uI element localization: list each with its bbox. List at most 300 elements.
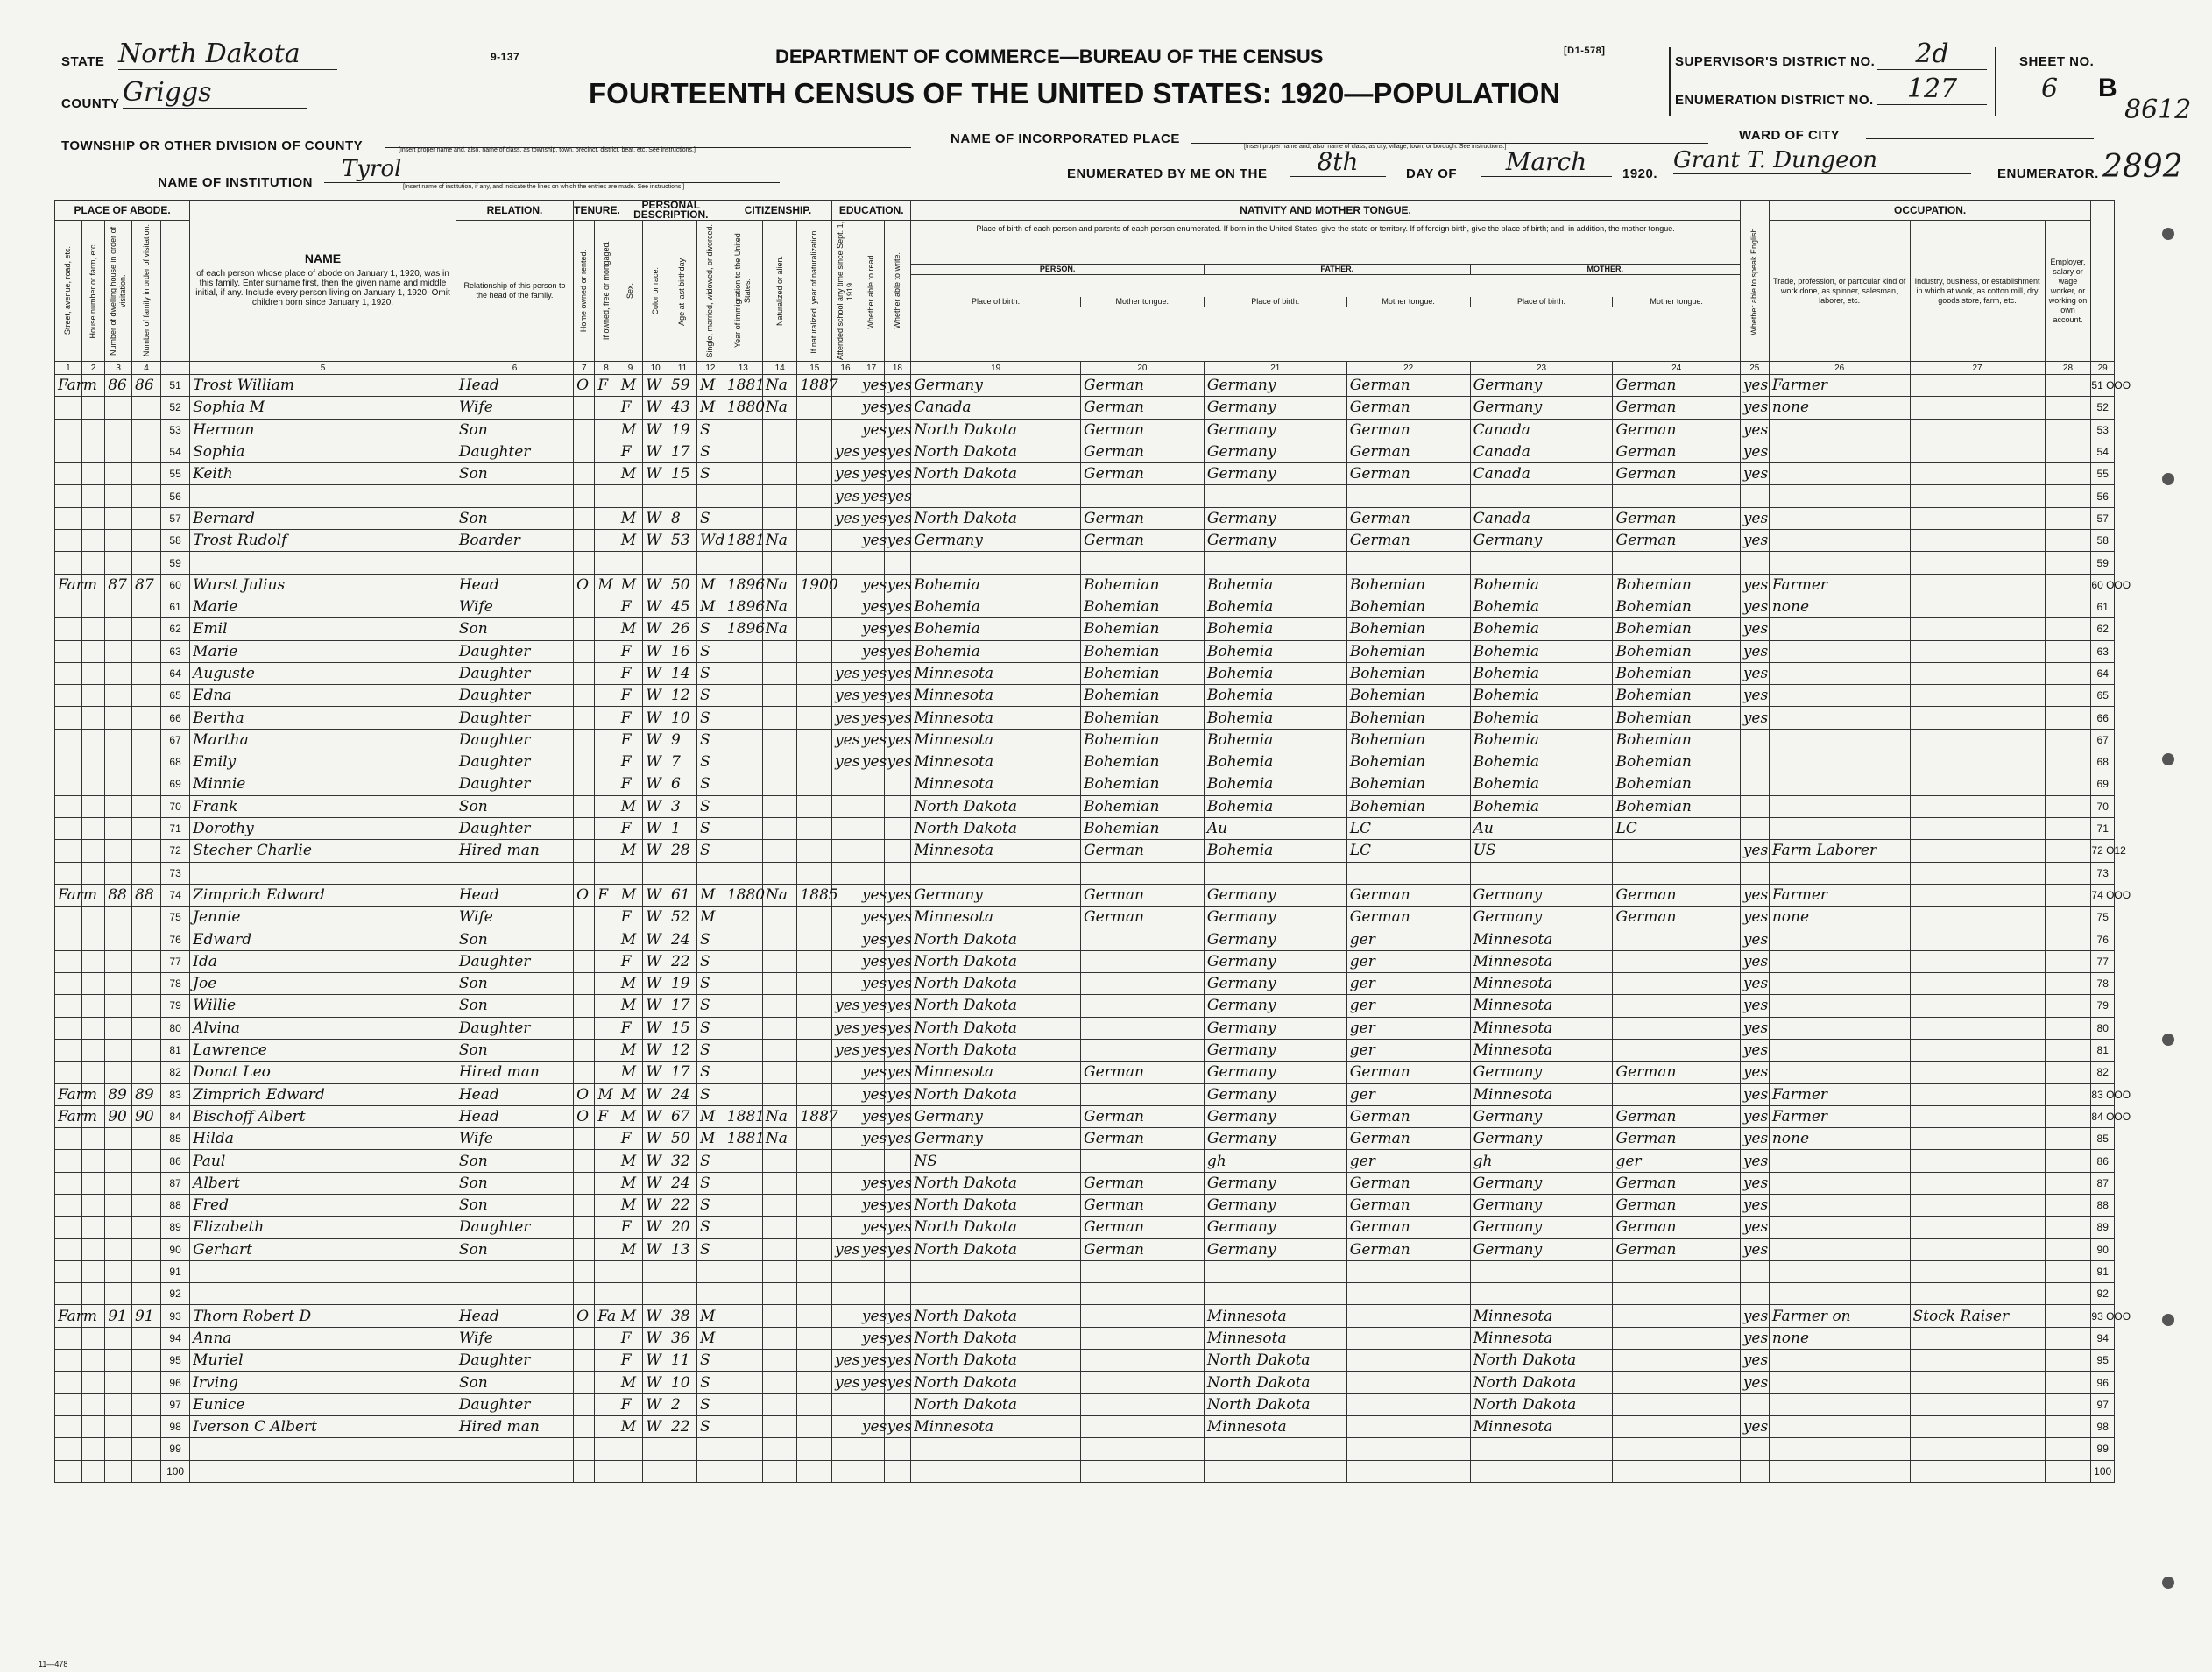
father-birthplace-cell: Minnesota: [1204, 1327, 1346, 1349]
trade-cell: [1769, 685, 1910, 707]
mother-birthplace-cell: Germany: [1470, 1217, 1613, 1238]
street-cell: [55, 485, 82, 507]
father-tongue-cell: German: [1346, 419, 1470, 441]
father-tongue-cell: ger: [1346, 973, 1470, 995]
father-tongue-cell: German: [1346, 375, 1470, 397]
house-cell: [81, 618, 104, 640]
name-cell: [190, 862, 456, 884]
naturalized-cell: [762, 1438, 797, 1460]
father-tongue-cell: [1346, 1327, 1470, 1349]
line-number: 85: [161, 1128, 190, 1150]
write-cell: yes: [884, 884, 911, 906]
marital-cell: S: [696, 1150, 724, 1172]
line-number: 54: [161, 441, 190, 462]
age-cell: 53: [668, 530, 696, 552]
farm-code-cell: 93 OOO: [2091, 1305, 2115, 1327]
immigration-cell: [724, 463, 762, 485]
street-cell: [55, 397, 82, 419]
sex-cell: M: [618, 973, 643, 995]
industry-cell: [1910, 1017, 2045, 1039]
mother-birthplace-cell: Minnesota: [1470, 1017, 1613, 1039]
age-cell: 19: [668, 419, 696, 441]
write-cell: yes: [884, 751, 911, 773]
mother-tongue-parent-cell: Bohemian: [1613, 574, 1740, 596]
english-cell: yes: [1740, 1217, 1769, 1238]
family-cell: [132, 1238, 161, 1260]
birthplace-cell: Minnesota: [911, 729, 1081, 751]
father-tongue-cell: Bohemian: [1346, 707, 1470, 729]
street-cell: Farm: [55, 1305, 82, 1327]
industry-cell: [1910, 817, 2045, 839]
color-cell: W: [643, 1150, 668, 1172]
english-cell: [1740, 1283, 1769, 1305]
mother-birthplace-cell: Bohemia: [1470, 640, 1613, 662]
mortgage-cell: [595, 795, 618, 817]
naturalized-cell: [762, 773, 797, 795]
name-group-label: NAME: [304, 251, 342, 265]
name-cell: Bernard: [190, 507, 456, 529]
house-cell: [81, 928, 104, 950]
relation-cell: Head: [456, 1083, 573, 1105]
dwelling-cell: [105, 1062, 132, 1083]
english-cell: yes: [1740, 1150, 1769, 1172]
mother-tongue-parent-cell: German: [1613, 397, 1740, 419]
employer-cell: [2045, 596, 2091, 617]
dwelling-cell: [105, 795, 132, 817]
employer-cell: [2045, 419, 2091, 441]
marital-cell: S: [696, 707, 724, 729]
sex-cell: M: [618, 574, 643, 596]
read-cell: [859, 1150, 884, 1172]
table-row: [55, 1372, 2115, 1393]
naturalized-cell: [762, 441, 797, 462]
read-cell: yes: [859, 995, 884, 1017]
home-cell: [574, 507, 595, 529]
marital-cell: S: [696, 1062, 724, 1083]
home-cell: [574, 707, 595, 729]
naturalization-year-cell: [797, 1260, 832, 1282]
english-cell: yes: [1740, 530, 1769, 552]
family-cell: [132, 707, 161, 729]
birthplace-cell: Germany: [911, 530, 1081, 552]
mortgage-cell: [595, 1062, 618, 1083]
mortgage-cell: [595, 485, 618, 507]
color-cell: [643, 1438, 668, 1460]
employer-cell: [2045, 662, 2091, 684]
farm-code-cell: 71: [2091, 817, 2115, 839]
mother-birthplace-cell: Minnesota: [1470, 1305, 1613, 1327]
sex-cell: M: [618, 884, 643, 906]
age-cell: 17: [668, 995, 696, 1017]
english-cell: yes: [1740, 1327, 1769, 1349]
immigration-cell: 1881: [724, 530, 762, 552]
father-tongue-cell: German: [1346, 1217, 1470, 1238]
relation-cell: Daughter: [456, 1350, 573, 1372]
mother-birthplace-cell: Germany: [1470, 1105, 1613, 1127]
mother-birthplace-cell: Germany: [1470, 1172, 1613, 1194]
name-cell: Iverson C Albert: [190, 1415, 456, 1437]
birthplace-cell: North Dakota: [911, 1238, 1081, 1260]
naturalized-cell: [762, 1039, 797, 1061]
english-cell: [1740, 1260, 1769, 1282]
father-tongue-cell: Bohemian: [1346, 685, 1470, 707]
dwelling-cell: [105, 1415, 132, 1437]
birthplace-cell: [911, 1460, 1081, 1482]
read-cell: yes: [859, 907, 884, 928]
industry-cell: [1910, 662, 2045, 684]
write-cell: [884, 1283, 911, 1305]
marital-cell: S: [696, 685, 724, 707]
table-row: [55, 397, 2115, 419]
relation-cell: Wife: [456, 907, 573, 928]
home-cell: O: [574, 1105, 595, 1127]
birthplace-cell: North Dakota: [911, 419, 1081, 441]
color-cell: W: [643, 574, 668, 596]
mother-birthplace-cell: Bohemia: [1470, 751, 1613, 773]
relation-cell: Head: [456, 574, 573, 596]
write-cell: yes: [884, 707, 911, 729]
employer-cell: [2045, 552, 2091, 574]
naturalized-cell: Na: [762, 884, 797, 906]
immigration-cell: [724, 973, 762, 995]
sex-cell: F: [618, 773, 643, 795]
color-cell: W: [643, 1062, 668, 1083]
write-cell: yes: [884, 640, 911, 662]
birthplace-cell: North Dakota: [911, 1305, 1081, 1327]
father-birthplace-cell: Germany: [1204, 507, 1346, 529]
marital-cell: [696, 1260, 724, 1282]
mother-birthplace-cell: US: [1470, 840, 1613, 862]
farm-code-cell: 87: [2091, 1172, 2115, 1194]
mother-tongue-cell: [1081, 485, 1205, 507]
marital-cell: [696, 862, 724, 884]
age-cell: 6: [668, 773, 696, 795]
farm-code-cell: 88: [2091, 1194, 2115, 1216]
age-cell: 7: [668, 751, 696, 773]
state-label: STATE: [61, 54, 105, 69]
supervisor-label: SUPERVISOR'S DISTRICT NO.: [1675, 54, 1876, 69]
english-cell: [1740, 1438, 1769, 1460]
mother-tongue-parent-cell: German: [1613, 530, 1740, 552]
farm-code-cell: 99: [2091, 1438, 2115, 1460]
naturalized-cell: [762, 1372, 797, 1393]
family-cell: [132, 1194, 161, 1216]
dwelling-cell: [105, 773, 132, 795]
age-cell: 61: [668, 884, 696, 906]
father-birthplace-cell: Bohemia: [1204, 751, 1346, 773]
name-cell: Joe: [190, 973, 456, 995]
mother-birthplace-cell: North Dakota: [1470, 1350, 1613, 1372]
mortgage-cell: M: [595, 1083, 618, 1105]
trade-cell: [1769, 751, 1910, 773]
mother-tongue-cell: German: [1081, 1238, 1205, 1260]
name-cell: Stecher Charlie: [190, 840, 456, 862]
immigration-cell: [724, 1260, 762, 1282]
naturalization-year-cell: [797, 773, 832, 795]
trade-cell: [1769, 1350, 1910, 1372]
relation-cell: Son: [456, 928, 573, 950]
birthplace-cell: Germany: [911, 884, 1081, 906]
school-cell: yes: [832, 1372, 859, 1393]
dwelling-cell: [105, 1194, 132, 1216]
sex-cell: F: [618, 640, 643, 662]
dwelling-cell: [105, 618, 132, 640]
birthplace-cell: North Dakota: [911, 950, 1081, 972]
father-tongue-cell: Bohemian: [1346, 574, 1470, 596]
home-cell: [574, 1017, 595, 1039]
home-cell: [574, 1283, 595, 1305]
table-row: [55, 840, 2115, 862]
street-cell: [55, 950, 82, 972]
house-cell: [81, 795, 104, 817]
naturalization-year-cell: [797, 795, 832, 817]
line-number: 51: [161, 375, 190, 397]
immigration-cell: [724, 662, 762, 684]
mortgage-cell: [595, 907, 618, 928]
english-cell: yes: [1740, 1194, 1769, 1216]
read-cell: yes: [859, 596, 884, 617]
col-farm-schedule: [2091, 201, 2115, 362]
relation-cell: Son: [456, 1150, 573, 1172]
mother-tongue-parent-cell: LC: [1613, 817, 1740, 839]
mother-tongue-parent-cell: German: [1613, 884, 1740, 906]
relation-cell: Hired man: [456, 1062, 573, 1083]
column-number: 6: [456, 362, 573, 375]
trade-cell: none: [1769, 596, 1910, 617]
table-row: [55, 419, 2115, 441]
binding-hole: [2162, 228, 2174, 240]
sex-cell: M: [618, 1083, 643, 1105]
write-cell: yes: [884, 1083, 911, 1105]
employer-cell: [2045, 1460, 2091, 1482]
home-cell: [574, 795, 595, 817]
trade-cell: [1769, 1238, 1910, 1260]
mother-tongue-parent-cell: ger: [1613, 1150, 1740, 1172]
write-cell: [884, 1460, 911, 1482]
industry-cell: [1910, 1062, 2045, 1083]
name-cell: Muriel: [190, 1350, 456, 1372]
father-birthplace-cell: Germany: [1204, 995, 1346, 1017]
house-cell: [81, 397, 104, 419]
naturalization-year-cell: [797, 640, 832, 662]
mother-tongue-cell: Bohemian: [1081, 685, 1205, 707]
naturalization-year-cell: [797, 729, 832, 751]
mother-tongue-cell: [1081, 1460, 1205, 1482]
name-cell: Irving: [190, 1372, 456, 1393]
naturalization-year-cell: [797, 1283, 832, 1305]
institution-label: NAME OF INSTITUTION: [158, 175, 313, 190]
age-cell: 24: [668, 1083, 696, 1105]
age-cell: 15: [668, 1017, 696, 1039]
trade-cell: Farmer: [1769, 375, 1910, 397]
incorporated-note: [Insert proper name and, also, name of class, as city, village, town, or borough. See instructions.]: [1244, 144, 1507, 150]
margin-number-2: 2892: [2102, 149, 2183, 185]
father-tongue-cell: Bohemian: [1346, 773, 1470, 795]
name-cell: Martha: [190, 729, 456, 751]
mortgage-cell: [595, 1150, 618, 1172]
naturalized-cell: [762, 995, 797, 1017]
father-tongue-cell: [1346, 1305, 1470, 1327]
immigration-cell: [724, 995, 762, 1017]
employer-cell: [2045, 1415, 2091, 1437]
naturalization-year-cell: [797, 817, 832, 839]
sex-cell: M: [618, 1305, 643, 1327]
marital-cell: S: [696, 1350, 724, 1372]
father-birthplace-cell: Bohemia: [1204, 618, 1346, 640]
marital-cell: S: [696, 751, 724, 773]
naturalization-year-cell: [797, 1017, 832, 1039]
mother-birthplace-cell: Germany: [1470, 884, 1613, 906]
farm-code-cell: 81: [2091, 1039, 2115, 1061]
mother-tongue-cell: [1081, 995, 1205, 1017]
street-cell: [55, 1217, 82, 1238]
mother-tongue-parent-cell: German: [1613, 1128, 1740, 1150]
color-cell: [643, 1283, 668, 1305]
relation-cell: Son: [456, 463, 573, 485]
industry-cell: [1910, 1460, 2045, 1482]
sex-cell: F: [618, 1350, 643, 1372]
township-label: TOWNSHIP OR OTHER DIVISION OF COUNTY: [61, 138, 364, 153]
trade-cell: [1769, 995, 1910, 1017]
read-cell: yes: [859, 1017, 884, 1039]
immigration-cell: [724, 485, 762, 507]
employer-cell: [2045, 1217, 2091, 1238]
father-tongue-cell: ger: [1346, 1083, 1470, 1105]
table-row: [55, 1194, 2115, 1216]
english-cell: [1740, 751, 1769, 773]
relation-cell: Daughter: [456, 1393, 573, 1415]
home-cell: [574, 907, 595, 928]
birthplace-cell: Minnesota: [911, 662, 1081, 684]
father-tongue-cell: [1346, 552, 1470, 574]
immigration-cell: 1881: [724, 375, 762, 397]
trade-cell: none: [1769, 397, 1910, 419]
father-birthplace-cell: [1204, 485, 1346, 507]
house-cell: [81, 907, 104, 928]
mother-tongue-cell: Bohemian: [1081, 773, 1205, 795]
house-cell: [81, 1062, 104, 1083]
birthplace-cell: [911, 1438, 1081, 1460]
trade-cell: [1769, 1217, 1910, 1238]
mother-birthplace-cell: Canada: [1470, 463, 1613, 485]
line-number: 81: [161, 1039, 190, 1061]
home-cell: [574, 928, 595, 950]
read-cell: yes: [859, 1327, 884, 1349]
column-number: 15: [797, 362, 832, 375]
house-cell: [81, 1128, 104, 1150]
father-tongue-cell: Bohemian: [1346, 729, 1470, 751]
read-cell: [859, 1393, 884, 1415]
sex-cell: M: [618, 1415, 643, 1437]
house-cell: [81, 685, 104, 707]
column-number: 16: [832, 362, 859, 375]
school-cell: [832, 1172, 859, 1194]
birthplace-cell: North Dakota: [911, 1194, 1081, 1216]
write-cell: yes: [884, 397, 911, 419]
table-row: [55, 1062, 2115, 1083]
color-cell: W: [643, 685, 668, 707]
naturalization-year-cell: [797, 618, 832, 640]
group-occupation: OCCUPATION.: [1769, 201, 2091, 221]
house-cell: [81, 1350, 104, 1372]
father-birthplace-cell: Germany: [1204, 907, 1346, 928]
mother-pob-label: Place of birth.: [1471, 297, 1614, 307]
birthplace-cell: North Dakota: [911, 463, 1081, 485]
immigration-cell: [724, 1194, 762, 1216]
sex-cell: F: [618, 1128, 643, 1150]
street-cell: [55, 707, 82, 729]
english-cell: yes: [1740, 950, 1769, 972]
census-table: [54, 199, 2131, 1483]
sex-cell: F: [618, 1017, 643, 1039]
trade-cell: [1769, 862, 1910, 884]
name-cell: [190, 485, 456, 507]
relation-cell: Head: [456, 1105, 573, 1127]
house-cell: [81, 817, 104, 839]
father-label: FATHER.: [1205, 265, 1471, 274]
marital-cell: S: [696, 463, 724, 485]
family-cell: [132, 1150, 161, 1172]
naturalization-year-cell: 1887: [797, 375, 832, 397]
age-cell: [668, 1260, 696, 1282]
age-cell: 59: [668, 375, 696, 397]
color-cell: W: [643, 1350, 668, 1372]
read-cell: [859, 552, 884, 574]
naturalized-cell: [762, 419, 797, 441]
color-cell: W: [643, 618, 668, 640]
birthplace-cell: Minnesota: [911, 751, 1081, 773]
father-birthplace-cell: Germany: [1204, 530, 1346, 552]
line-number: 59: [161, 552, 190, 574]
street-cell: Farm: [55, 1105, 82, 1127]
industry-cell: [1910, 840, 2045, 862]
school-cell: [832, 1305, 859, 1327]
col-color: [643, 221, 668, 362]
ward-line: [1866, 123, 2094, 139]
family-cell: [132, 596, 161, 617]
mother-birthplace-cell: Germany: [1470, 1128, 1613, 1150]
employer-cell: [2045, 1372, 2091, 1393]
column-number: 13: [724, 362, 762, 375]
industry-cell: [1910, 795, 2045, 817]
color-cell: W: [643, 419, 668, 441]
name-cell: Ida: [190, 950, 456, 972]
census-rows: [55, 375, 2131, 1483]
sheet-value: 6: [2041, 74, 2059, 104]
mother-birthplace-cell: Bohemia: [1470, 685, 1613, 707]
father-tongue-cell: ger: [1346, 1150, 1470, 1172]
mother-birthplace-cell: Canada: [1470, 441, 1613, 462]
table-row: [55, 1438, 2115, 1460]
family-cell: 90: [132, 1105, 161, 1127]
employer-cell: [2045, 950, 2091, 972]
birthplace-cell: North Dakota: [911, 1017, 1081, 1039]
farm-code-cell: 60 OOO: [2091, 574, 2115, 596]
read-cell: yes: [859, 618, 884, 640]
english-cell: yes: [1740, 1039, 1769, 1061]
mother-tongue-cell: [1081, 1150, 1205, 1172]
dwelling-cell: [105, 907, 132, 928]
street-cell: [55, 840, 82, 862]
naturalized-cell: [762, 1260, 797, 1282]
name-cell: [190, 1438, 456, 1460]
read-cell: yes: [859, 397, 884, 419]
birthplace-cell: North Dakota: [911, 441, 1081, 462]
family-cell: [132, 618, 161, 640]
sex-cell: F: [618, 441, 643, 462]
school-cell: [832, 1415, 859, 1437]
naturalization-year-cell: [797, 1238, 832, 1260]
